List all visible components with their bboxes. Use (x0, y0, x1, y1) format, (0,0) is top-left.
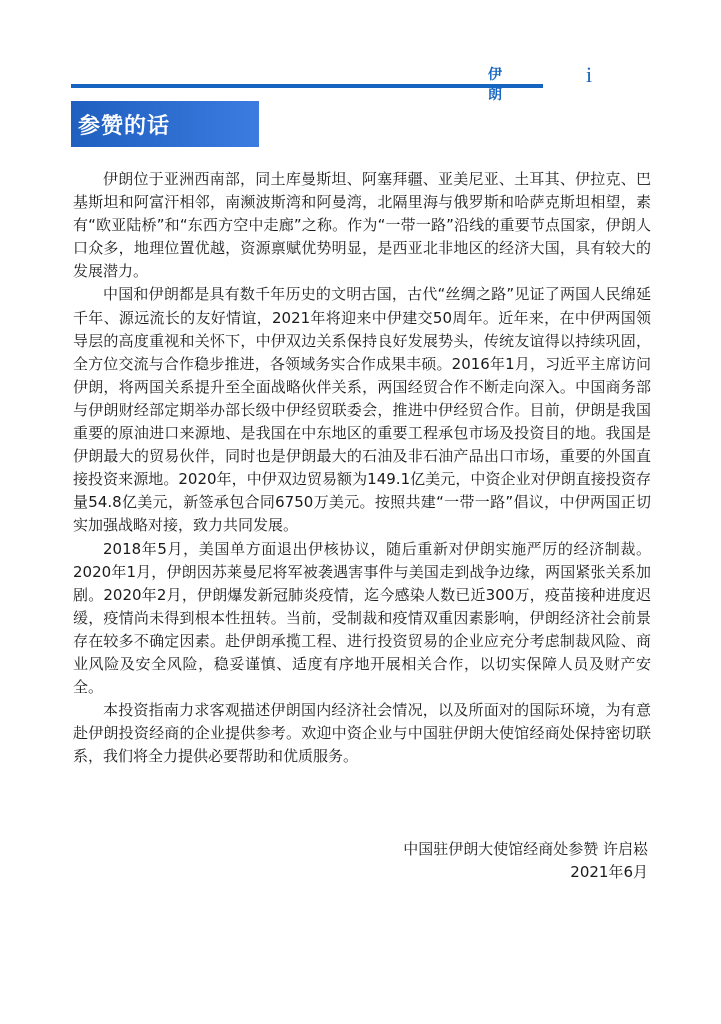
header-rule (71, 84, 543, 88)
signature-date: 2021年6月 (570, 863, 648, 881)
title-band (71, 101, 259, 147)
page-number: i (586, 62, 593, 87)
running-header-country: 伊 朗 (488, 67, 510, 103)
paragraph-2: 中国和伊朗都是具有数千年历史的文明古国，古代“丝绸之路”见证了两国人民绵延千年、源远流长的友好情谊，2021年将迎来中伊建交50周年。近年来，在中伊两国领导层的高度重视和关怀下，中伊双边关系保持良好发展势头，传统友谊得以持续巩固，全方位交流与合作稳步推进，各领域务实合作成果丰硕。2016年1月，习近平主席访问伊朗，将两国关系提升至全面战略伙伴关系，两国经贸合作不断走向深入。中国商务部与伊朗财经部定期举办部长级中伊经贸联委会，推进中伊经贸合作。目前，伊朗是我国重要的原油进口来源地、是我国在中东地区的重要工程承包市场及投资目的地。我国是伊朗最大的贸易伙伴，同时也是伊朗最大的石油及非石油产品出口市场，重要的外国直接投资来源地。2020年，中伊双边贸易额为149.1亿美元，中资企业对伊朗直接投资存量54.8亿美元，新签承包合同6750万美元。按照共建“一带一路”倡议，中伊两国正切实加强战略对接，致力共同发展。 (73, 285, 651, 535)
paragraph-3: 2018年5月，美国单方面退出伊核协议，随后重新对伊朗实施严厉的经济制裁。2020年1月，伊朗因苏莱曼尼将军被袭遇害事件与美国走到战争边缘，两国紧张关系加剧。2020年2月，伊朗爆发新冠肺炎疫情，迄今感染人数已近300万，疫苗接种进度迟缓，疫情尚未得到根本性扭转。当前，受制裁和疫情双重因素影响，伊朗经济社会前景存在较多不确定因素。赴伊朗承揽工程、进行投资贸易的企业应充分考虑制裁风险、商业风险及安全风险，稳妥谨慎、适度有序地开展相关合作，以切实保障人员及财产安全。 (73, 539, 651, 697)
page-title: 参赞的话 (78, 114, 171, 139)
paragraph-1: 伊朗位于亚洲西南部，同土库曼斯坦、阿塞拜疆、亚美尼亚、土耳其、伊拉克、巴基斯坦和阿富汗相邻，南濒波斯湾和阿曼湾，北隔里海与俄罗斯和哈萨克斯坦相望，素有“欧亚陆桥”和“东西方空中走廊”之称。作为“一带一路”沿线的重要节点国家，伊朗人口众多，地理位置优越，资源禀赋优势明显，是西亚北非地区的经济大国，具有较大的发展潜力。 (73, 170, 651, 281)
paragraph-4: 本投资指南力求客观描述伊朗国内经济社会情况，以及所面对的国际环境，为有意赴伊朗投资经商的企业提供参考。欢迎中资企业与中国驻伊朗大使馆经商处保持密切联系，我们将全力提供必要帮助和优质服务。 (73, 701, 651, 766)
body-text (73, 168, 651, 768)
signature-block (403, 838, 648, 884)
signature-author: 中国驻伊朗大使馆经商处参赞 许启崧 (403, 840, 648, 858)
